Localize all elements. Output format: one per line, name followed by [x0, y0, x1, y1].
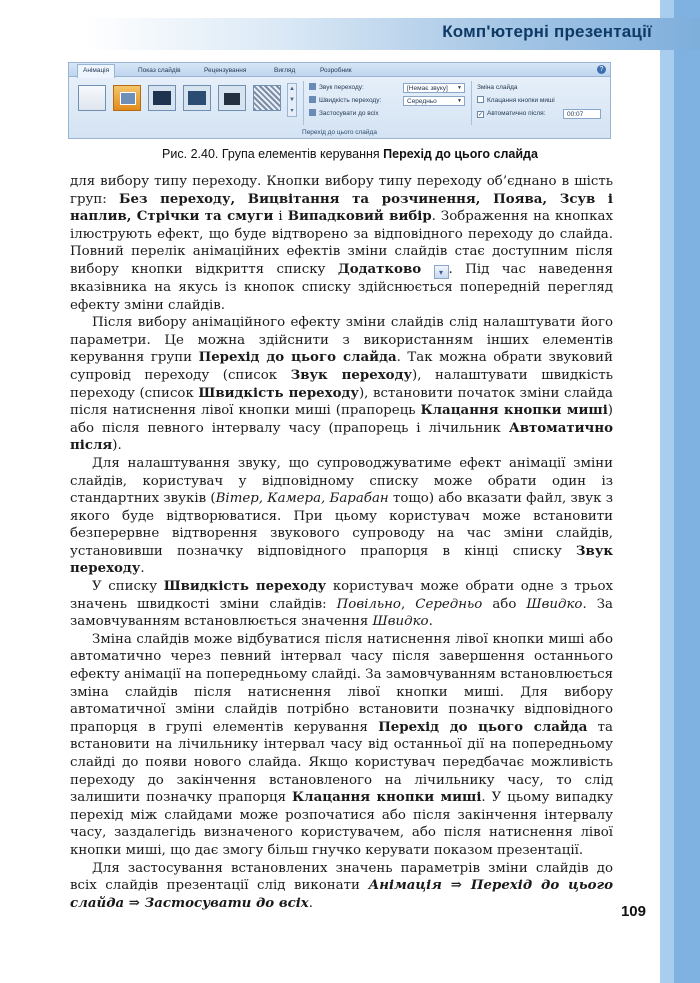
paragraph: Зміна слайдів може відбуватися після натиснення лівої кнопки миші або автоматично через певний інтервал часу після завершення останнього ефекту анімації на попередньому слайді. За замовчуванням встановлюється зміна слайдів після натиснення лівої кнопки миші. Для вибору автоматичної зміни слайдів потрібно встановити позначку відповідного прапорця в групі елементів керування Перехід до цього слайда та встановити на лічильнику інтервал часу від останньої дії на попередньому слайді до появи нового слайда. Якщо користувач передбачає можливість переходу до закінчення встановленого на лічильнику часу, то слід залишити позначку прапорця Клацання кнопки миші. У цьому випадку перехід між слайдами може розпочатися або після закінчення інтервалу часу, заздалегідь визначеного користувачем, або після натиснення лівої кнопки миші, що дає змогу більш гнучко керувати показом презентації.: [70, 631, 613, 858]
more-list-icon: ▾: [434, 265, 449, 279]
checkmark-icon[interactable]: ✓: [478, 112, 484, 118]
paragraph: Для налаштування звуку, що супроводжуватиме ефект анімації зміни слайдів, користувач у відповідному списку може обрати один із стандартних звуків (Вітер, Камера, Барабан тощо) або вказати файл, звук з якого буде відтворюватися. При цьому користувач може встановити безперервне відтворення звукового супроводу на час зміни слайдів, установивши позначку відповідного прапорця в кінці списку Звук переходу.: [70, 455, 613, 577]
transition-gallery-scroll[interactable]: [287, 83, 297, 117]
speed-label: Швидкість переходу:: [319, 97, 382, 104]
tab-view[interactable]: Вигляд: [274, 67, 296, 74]
sound-select[interactable]: [403, 83, 465, 93]
transition-push-button[interactable]: [183, 85, 211, 111]
paragraph: У списку Швидкість переходу користувач може обрати одне з трьох значень швидкості зміни слайдів: Повільно, Середньо або Швидко. За замовчуванням встановлюється значення Швидко.: [70, 578, 614, 630]
apply-all-icon: [309, 109, 316, 116]
ribbon-figure: [68, 62, 611, 139]
figure-caption: [0, 147, 700, 161]
auto-after-label: Автоматично після:: [487, 110, 546, 117]
transition-dark-button[interactable]: [148, 85, 176, 111]
paragraph: для вибору типу переходу. Кнопки вибору типу переходу об’єднано в шість груп: Без переходу, Вицвітання та розчинення, Поява, Зсув і наплив, Стрічки та смуги і Випадковий вибір. Зображення на кнопках ілюструють ефект, що буде відтворено за відповідного переходу до слайда. Повний перелік анімаційних ефектів зміни слайдів стає доступним після вибору кнопки відкриття списку Додатково ▾ . Під час наведення вказівника на якусь із кнопок списку здійснюється попередній перегляд ефекту зміни слайдів.: [70, 174, 614, 313]
auto-after-checkbox[interactable]: [477, 109, 545, 119]
speed-value: Середньо: [407, 98, 437, 105]
chevron-down-icon: ▼: [457, 98, 462, 104]
transition-fade-button[interactable]: [113, 85, 141, 111]
tab-animation[interactable]: Анімація: [77, 64, 115, 78]
transition-none-button[interactable]: [78, 85, 106, 111]
page-number: 109: [620, 903, 646, 920]
help-icon[interactable]: ?: [597, 65, 606, 74]
speed-select[interactable]: [403, 96, 465, 106]
checkbox-box[interactable]: [477, 96, 484, 103]
paragraph: Після вибору анімаційного ефекту зміни слайдів слід налаштувати його параметри. Це можна здійснити з використанням інших елементів керування групи Перехід до цього слайда. Так можна обрати звуковий супровід переходу (список Звук переходу), налаштувати швидкість переходу (список Швидкість переходу), встановити початок зміни слайда після натиснення лівої кнопки миші (прапорець Клацання кнопки миші) або після певного інтервалу часу (прапорець і лічильник Автоматично після).: [70, 315, 614, 454]
sound-row: [309, 83, 364, 93]
transition-cover-button[interactable]: [218, 85, 246, 111]
tab-developer[interactable]: Розробник: [320, 67, 352, 74]
tab-slide-show[interactable]: Показ слайдів: [138, 67, 181, 74]
divider: [303, 81, 304, 125]
paragraph: Для застосування встановлених значень параметрів зміни слайдів до всіх слайдів презентації слід виконати Анімація ⇒ Перехід до цього слайда ⇒ Застосувати до всіх.: [70, 860, 613, 911]
on-click-label: Клацання кнопки миші: [487, 97, 555, 104]
on-click-checkbox[interactable]: [477, 96, 555, 106]
transition-dissolve-button[interactable]: [253, 85, 281, 111]
chevron-down-icon: ▼: [457, 85, 462, 91]
sound-icon: [309, 83, 316, 90]
more-button[interactable]: ▾: [290, 108, 294, 114]
tab-review[interactable]: Рецензування: [204, 67, 247, 74]
caption-bold: Перехід до цього слайда: [383, 147, 538, 161]
speed-row: [309, 96, 381, 106]
sound-label: Звук переходу:: [319, 84, 364, 91]
change-slide-label: Зміна слайда: [477, 84, 518, 91]
auto-after-spinner[interactable]: [563, 109, 601, 119]
speed-icon: [309, 96, 316, 103]
scroll-down-icon[interactable]: ▼: [289, 97, 295, 103]
sound-value: [Немає звуку]: [407, 85, 448, 92]
ribbon-tab-bar: [69, 63, 610, 77]
body-text: [70, 173, 613, 912]
caption-prefix: Рис. 2.40. Група елементів керування: [162, 147, 384, 161]
ribbon-group-label: Перехід до цього слайда: [302, 129, 377, 136]
apply-all-label: Застосувати до всіх: [319, 110, 379, 117]
apply-all-button[interactable]: [309, 109, 379, 119]
auto-after-value: 00:07: [567, 111, 584, 118]
page-title: Комп'ютерні презентації: [442, 22, 652, 41]
divider: [471, 81, 472, 125]
scroll-up-icon[interactable]: ▲: [289, 86, 295, 92]
